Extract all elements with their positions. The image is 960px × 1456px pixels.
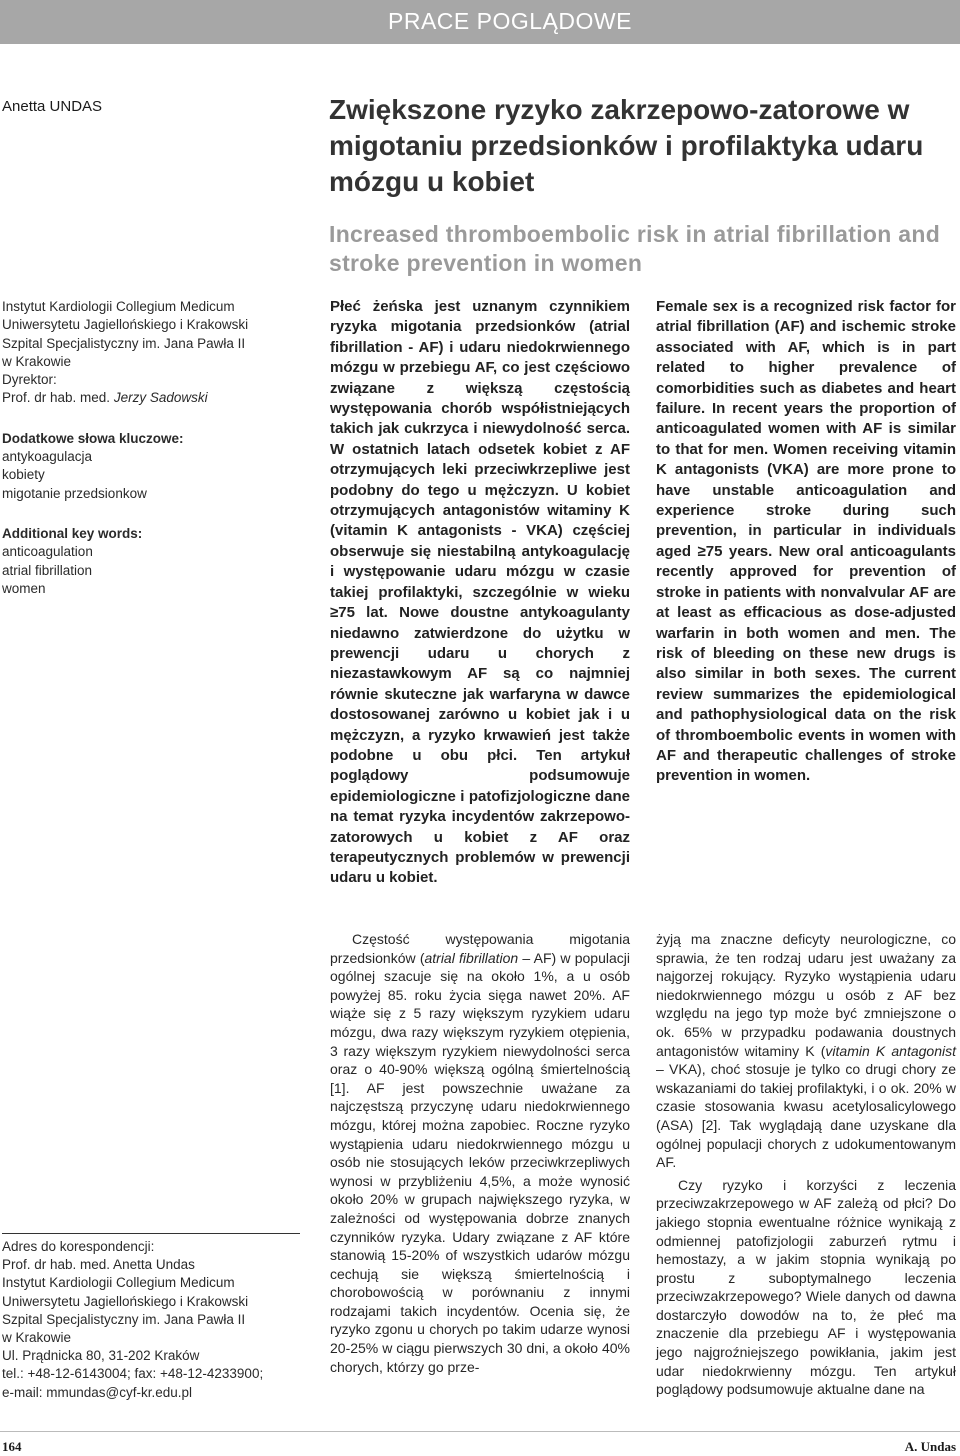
correspondence-line: Szpital Specjalistyczny im. Jana Pawła II bbox=[2, 1311, 246, 1327]
correspondence-line: Adres do korespondencji: bbox=[2, 1239, 155, 1254]
abstract-pl: Płeć żeńska jest uznanym czynnikiem ryzyka migotania przedsionków (atrial fibrillation - AF) i udaru niedokrwiennego mózgu w przebiegu AF, co jest częściowo związane z większą częstością występowania chorób współistniejących takich jak cukrzyca i niewydolność serca. W ostatnich latach odsetek kobiet z AF otrzymujących leki przeciwkrzepliwe jest podobny do tego u mężczyzn. U kobiet otrzymujących antagonistów witaminy K (vitamin K antagonists - VKA) częściej obserwuje się niestabilną antykoagulację i występowanie udaru mózgu w czasie takiej profilaktyki, szczególnie w wieku ≥75 lat. Nowe doustne antykoagulanty niedawno zatwierdzone do użytku w prewencji udaru u chorych z niezastawkowym AF są co najmniej równie skuteczne jak warfaryna w dawce dostosowanej zarówno u kobiet jak i u mężczyzn, a ryzyko krwawień jest także podobne u obu płci. Ten artykuł poglądowy podsumowuje epidemiologiczne i patofizjologiczne dane na temat ryzyka incydentów zakrzepowo-zatorowych u kobiet z AF oraz terapeutycznych problemów w prewencji udaru u kobiet. bbox=[330, 298, 630, 887]
correspondence-line: Ul. Prądnicka 80, 31-202 Kraków bbox=[2, 1348, 200, 1364]
body-paragraph: Czy ryzyko i korzyści z leczenia przeciwzakrzepowego w AF zależą od płci? Do jakiego stopnia ewentualne różnice wynikają z odmiennej patofizjologii zaburzeń rytmu i hemostazy, a w jakim stopnia wynikają po prostu z suboptymalnego leczenia przeciwzakrzepowego? Wiele danych od dawna dostarczyło dowodów na to, że płeć ma znaczenie dla przebiegu AF i występowania jego najgroźniejszego powikłania, jakim jest udar niedokrwienny mózgu. Ten artykuł poglądowy podsumowuje aktualne dane na bbox=[656, 1176, 956, 1398]
correspondence-line: Uniwersytetu Jagiellońskiego i Krakowski bbox=[2, 1293, 249, 1309]
page-number: 164 bbox=[2, 1439, 22, 1454]
body-paragraph: żyją ma znaczne deficyty neurologiczne, co sprawia, że ten rodzaj udaru jest uważany za najgorzej rokujący. Ryzyko wystąpienia udaru niedokrwiennego mózgu u osób z AF bez względu na jego typ może być zmniejszone o ok. 65% w przypadku podawania doustnych antagonistów witaminy K (vitamin K antagonist – VKA), choć stosuje je tylko co drugi chory ze wskazaniami do takiej profilaktyki, i o ok. 20% w czasie stosowania kwasu acetylosalicylowego (ASA) [2]. Tak wyglądają dane uzyskane dla ogólnej populacji chorych z udokumentowanym AF. bbox=[656, 931, 956, 1171]
correspondence-line: Instytut Kardiologii Collegium Medicum bbox=[2, 1275, 235, 1291]
affiliation-line: Uniwersytetu Jagiellońskiego i Krakowski bbox=[2, 317, 249, 333]
affiliation-block bbox=[2, 298, 302, 598]
correspondence-line: Prof. dr hab. med. Anetta Undas bbox=[2, 1257, 195, 1273]
title-block bbox=[329, 92, 957, 278]
term-vitamin-k-antagonist: vitamin K antagonist bbox=[825, 1042, 956, 1059]
keyword-item: atrial fibrillation bbox=[2, 562, 93, 578]
running-author: A. Undas bbox=[904, 1439, 956, 1454]
keywords-pl bbox=[2, 430, 302, 503]
keyword-item: women bbox=[2, 580, 46, 596]
correspondence-line: tel.: +48-12-6143004; fax: +48-12-4233900; bbox=[2, 1366, 264, 1382]
correspondence-line: w Krakowie bbox=[2, 1330, 72, 1346]
keyword-item: antykoagulacja bbox=[2, 449, 93, 465]
keywords-en-heading: Additional key words: bbox=[2, 525, 143, 541]
abstract-en: Female sex is a recognized risk factor for atrial fibrillation (AF) and ischemic stroke associated with AF, which is in part related to higher prevalence of comorbidities such as diabetes and heart failure. In recent years the proportion of anticoagulated women with AF is similar to that for men. Women receiving vitamin K antagonists (VKA) are more prone to have unstable anticoagulation and experience stroke during such prevention, in particular in individuals aged ≥75 years. New oral anticoagulants recently approved for prevention of stroke in patients with nonvalvular AF are at least as efficacious as dose-adjusted warfarin in both women and men. The risk of bleeding on these new drugs is also similar in both sexes. The current review summarizes the epidemiological and pathophysiological data on the risk of thromboembolic events in women with AF and therapeutic challenges of stroke prevention in women. bbox=[656, 298, 956, 785]
body-column-middle bbox=[330, 930, 630, 1376]
article-author: Anetta UNDAS bbox=[2, 98, 103, 115]
term-atrial-fibrillation: atrial fibrillation bbox=[424, 949, 519, 966]
body-column-right bbox=[656, 930, 956, 1399]
keyword-item: migotanie przedsionkow bbox=[2, 485, 147, 501]
article-title-pl: Zwiększone ryzyko zakrzepowo-zatorowe w migotaniu przedsionków i profilaktyka udaru mózgu u kobiet bbox=[329, 94, 924, 197]
footer-divider bbox=[0, 1431, 960, 1432]
correspondence-block bbox=[2, 1238, 302, 1402]
director-name: Jerzy Sadowski bbox=[113, 390, 208, 406]
keyword-item: kobiety bbox=[2, 467, 45, 483]
director-line bbox=[2, 389, 302, 407]
director-prefix: Prof. dr hab. med. bbox=[2, 390, 114, 406]
keywords-en bbox=[2, 525, 302, 598]
section-header-band bbox=[0, 0, 960, 44]
affiliation-line: Instytut Kardiologii Collegium Medicum bbox=[2, 299, 235, 314]
article-title-en: Increased thromboembolic risk in atrial fibrillation and stroke prevention in women bbox=[329, 221, 941, 276]
keyword-item: anticoagulation bbox=[2, 544, 93, 560]
affiliation-line: Szpital Specjalistyczny im. Jana Pawła II bbox=[2, 335, 246, 351]
keywords-pl-heading: Dodatkowe słowa kluczowe: bbox=[2, 430, 184, 446]
body-paragraph: Częstość występowania migotania przedsionków (atrial fibrillation – AF) w populacji ogólnej szacuje się na około 1%, a u osób powyżej 85. roku życia sięga nawet 20%. AF wiąże się z 5 razy większym ryzykiem udaru mózgu, dwa razy większym ryzykiem otępienia, 3 razy większym ryzykiem niewydolności serca oraz o 40-90% większą ogólną śmiertelnością [1]. AF jest powszechnie uważane za najczęstszą przyczynę udaru niedokrwiennego mózgu, której można zapobiec. Roczne ryzyko wystąpienia udaru niedokrwiennego mózgu u osób nie stosujących leków przeciwkrzepliwych wynosi w przybliżeniu 4,5%, a może wynosić około 20% w grupach największego ryzyka, w zależności od występowania dobrze znanych czynników ryzyka. Udary związane z AF które stanowią 15-20% of wszystkich udarów mózgu cechują sie większą śmiertelnością i chorobowością w porównaniu z innymi rodzajami takich incydentów. Ocenia się, że ryzyko zgonu u chorych po takim udarze wynosi 20-25% w ciągu pierwszych 30 dni, a około 40% chorych, którzy go prze- bbox=[330, 931, 630, 1375]
affiliation-line: w Krakowie bbox=[2, 353, 72, 369]
affiliation-line: Dyrektor: bbox=[2, 372, 57, 388]
section-label: PRACE POGLĄDOWE bbox=[388, 8, 632, 34]
correspondence-divider bbox=[2, 1233, 300, 1234]
correspondence-email[interactable]: e-mail: mmundas@cyf-kr.edu.pl bbox=[2, 1384, 193, 1400]
